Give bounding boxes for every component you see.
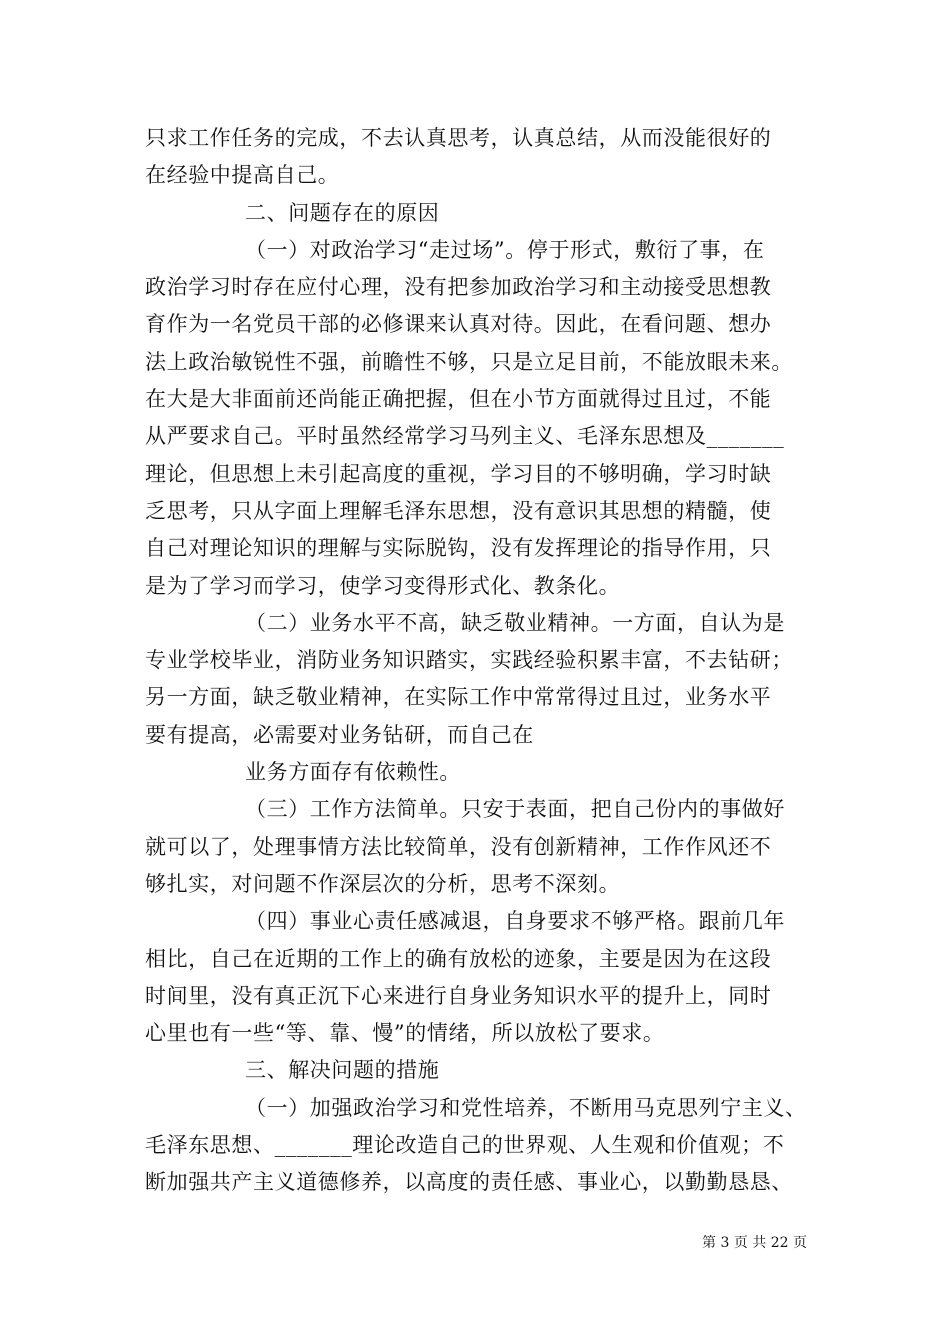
- paragraph-start: （一）加强政治学习和党性培养，不断用马克思列宁主义、: [245, 1095, 807, 1120]
- text-line: 从严要求自己。平时虽然经常学习马列主义、毛泽东思想及_______: [145, 424, 785, 449]
- paragraph-start: （四）事业心责任感减退，自身要求不够严格。跟前几年: [245, 909, 785, 934]
- text-line: 专业学校毕业，消防业务知识踏实，实践经验积累丰富，不去钻研；: [145, 648, 793, 673]
- text-line: 另一方面，缺乏敬业精神，在实际工作中常常得过且过，业务水平: [145, 685, 772, 710]
- text-line: 在大是大非面前还尚能正确把握，但在小节方面就得过且过，不能: [145, 387, 772, 412]
- text-line: 要有提高，必需要对业务钻研，而自己在: [145, 722, 534, 747]
- text-line: 自己对理论知识的理解与实际脱钩，没有发挥理论的指导作用，只: [145, 536, 772, 561]
- text-line: 时间里，没有真正沉下心来进行自身业务知识水平的提升上，同时: [145, 983, 772, 1008]
- text-line: 就可以了，处理事情方法比较简单，没有创新精神，工作作风还不: [145, 834, 772, 859]
- text-line: 只求工作任务的完成，不去认真思考，认真总结，从而没能很好的: [145, 126, 772, 150]
- paragraph-start: 业务方面存有依赖性。: [245, 760, 461, 785]
- text-line: 理论，但思想上未引起高度的重视，学习目的不够明确，学习时缺: [145, 461, 772, 486]
- text-line: 育作为一名党员干部的必修课来认真对待。因此，在看问题、想办: [145, 312, 772, 337]
- section-heading: 三、解决问题的措施: [245, 1058, 440, 1083]
- page-number-footer: 第 3 页 共 22 页: [702, 1235, 807, 1251]
- section-heading: 二、问题存在的原因: [245, 200, 440, 225]
- paragraph-start: （一）对政治学习“走过场”。停于形式，敷衍了事，在: [245, 237, 765, 262]
- text-line: 在经验中提高自己。: [145, 163, 340, 188]
- text-line: 乏思考，只从字面上理解毛泽东思想，没有意识其思想的精髓，使: [145, 498, 772, 523]
- paragraph-start: （三）工作方法简单。只安于表面，把自己份内的事做好: [245, 797, 785, 822]
- text-line: 相比，自己在近期的工作上的确有放松的迹象，主要是因为在这段: [145, 946, 772, 971]
- text-line: 政治学习时存在应付心理，没有把参加政治学习和主动接受思想教: [145, 275, 772, 300]
- body-text: [145, 120, 810, 1202]
- text-line: 心里也有一些“等、靠、慢”的情绪，所以放松了要求。: [145, 1021, 665, 1046]
- text-line: 毛泽东思想、_______理论改造自己的世界观、人生观和价值观；不: [145, 1133, 785, 1158]
- text-line: 法上政治敏锐性不强，前瞻性不够，只是立足目前，不能放眼未来。: [145, 349, 793, 374]
- paragraph-start: （二）业务水平不高，缺乏敬业精神。一方面，自认为是: [245, 610, 785, 635]
- text-line: 断加强共产主义道德修养，以高度的责任感、事业心，以勤勤恳恳、: [145, 1170, 793, 1195]
- text-line: 够扎实，对问题不作深层次的分析，思考不深刻。: [145, 871, 621, 896]
- text-line: 是为了学习而学习，使学习变得形式化、教条化。: [145, 573, 621, 598]
